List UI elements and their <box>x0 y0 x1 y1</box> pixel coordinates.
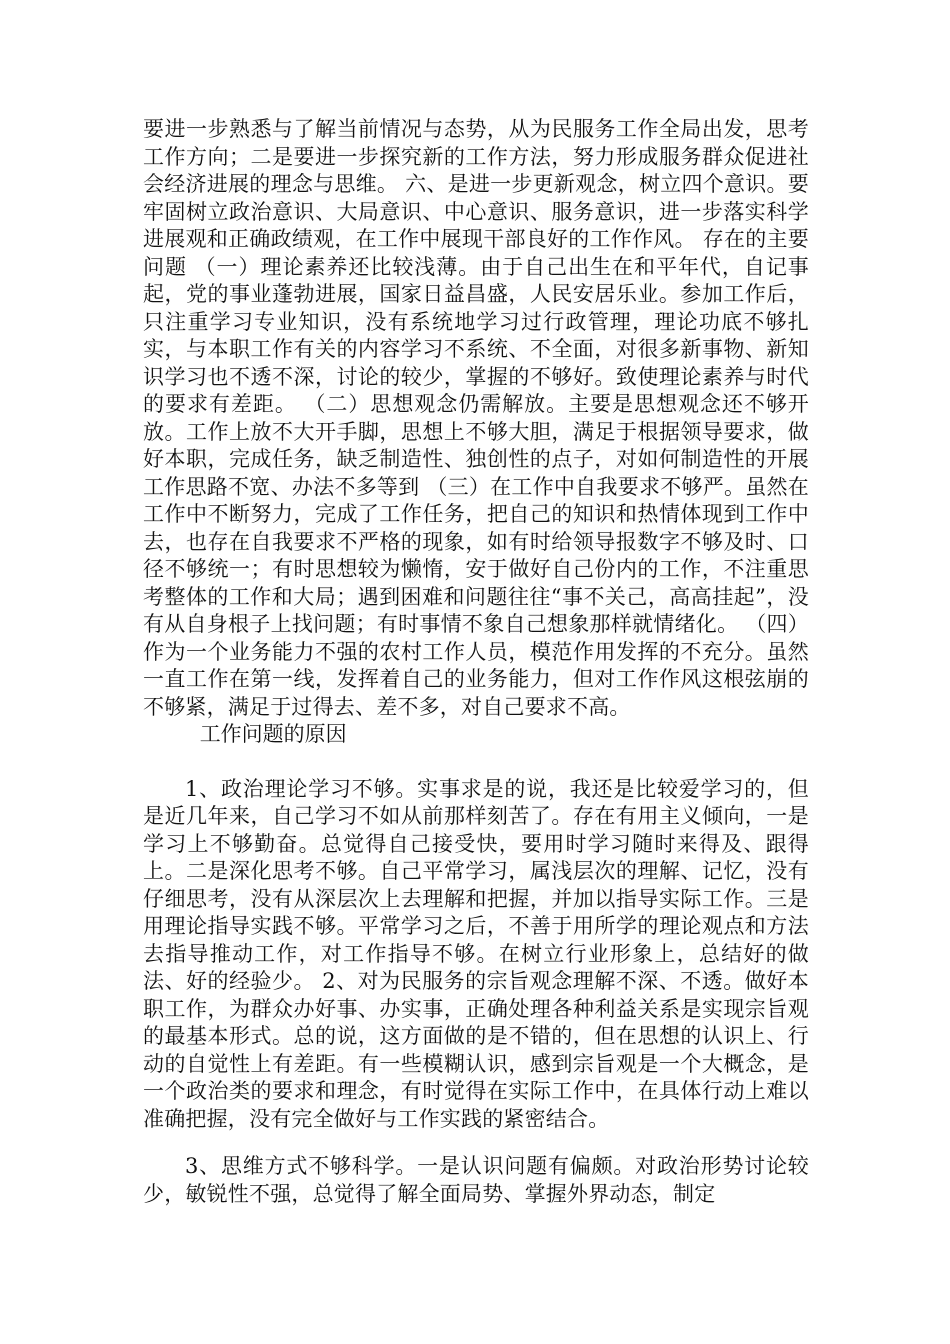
section-heading: 工作问题的原因 <box>199 722 347 746</box>
body-paragraph-1: 要进一步熟悉与了解当前情况与态势，从为民服务工作全局出发，思考工作方向；二是要进一步探究新的工作方法，努力形成服务群众促进社会经济进展的理念与思维。 六、是进一步更新观念，树立四个意识。要牢固树立政治意识、大局意识、中心意识、服务意识，进一步落实科学进展观和正确政绩观，在工作中展现干部良好的工作作风。 存在的主要问题 （一）理论素养还比较浅薄。由于自己出生在和平年代，自记事起，党的事业蓬勃进展，国家日益昌盛，人民安居乐业。参加工作后，只注重学习专业知识，没有系统地学习过行政管理，理论功底不够扎实，与本职工作有关的内容学习不系统、不全面，对很多新事物、新知识学习也不透不深，讨论的较少，掌握的不够好。致使理论素养与时代的要求有差距。 （二）思想观念仍需解放。主要是思想观念还不够开放。工作上放不大开手脚，思想上不够大胆，满足于根据领导要求，做好本职，完成任务，缺乏制造性、独创性的点子，对如何制造性的开展工作思路不宽、办法不多等到 （三）在工作中自我要求不够严。虽然在工作中不断努力，完成了工作任务，把自己的知识和热情体现到工作中去，也存在自我要求不严格的现象，如有时给领导报数字不够及时、口径不够统一；有时思想较为懒惰，安于做好自己份内的工作，不注重思考整体的工作和大局；遇到困难和问题往往“事不关己，高高挂起”，没有从自身根子上找问题；有时事情不象自己想象那样就情绪化。 （四）作为一个业务能力不强的农村工作人员，模范作用发挥的不充分。虽然一直工作在第一线，发挥着自己的业务能力，但对工作作风这根弦崩的不够紧，满足于过得去、差不多，对自己要求不高。 <box>143 117 809 719</box>
document-page <box>143 116 809 1208</box>
body-paragraph-2: 1、政治理论学习不够。实事求是的说，我还是比较爱学习的，但是近几年来，自己学习不如从前那样刻苦了。存在有用主义倾向，一是学习上不够勤奋。总觉得自己接受快，要用时学习随时来得及、跟得上。二是深化思考不够。自己平常学习，属浅层次的理解、记忆，没有仔细思考，没有从深层次上去理解和把握，并加以指导实际工作。三是用理论指导实践不够。平常学习之后，不善于用所学的理论观点和方法去指导推动工作，对工作指导不够。在树立行业形象上，总结好的做法、好的经验少。 2、对为民服务的宗旨观念理解不深、不透。做好本职工作，为群众办好事、办实事，正确处理各种利益关系是实现宗旨观的最基本形式。总的说，这方面做的是不错的，但在思想的认识上、行动的自觉性上有差距。有一些模糊认识，感到宗旨观是一个大概念，是一个政治类的要求和理念，有时觉得在实际工作中，在具体行动上难以准确把握，没有完全做好与工作实践的紧密结合。 <box>143 776 809 1131</box>
body-paragraph-3: 3、思维方式不够科学。一是认识问题有偏颇。对政治形势讨论较少，敏锐性不强，总觉得了解全面局势、掌握外界动态，制定 <box>143 1154 809 1206</box>
